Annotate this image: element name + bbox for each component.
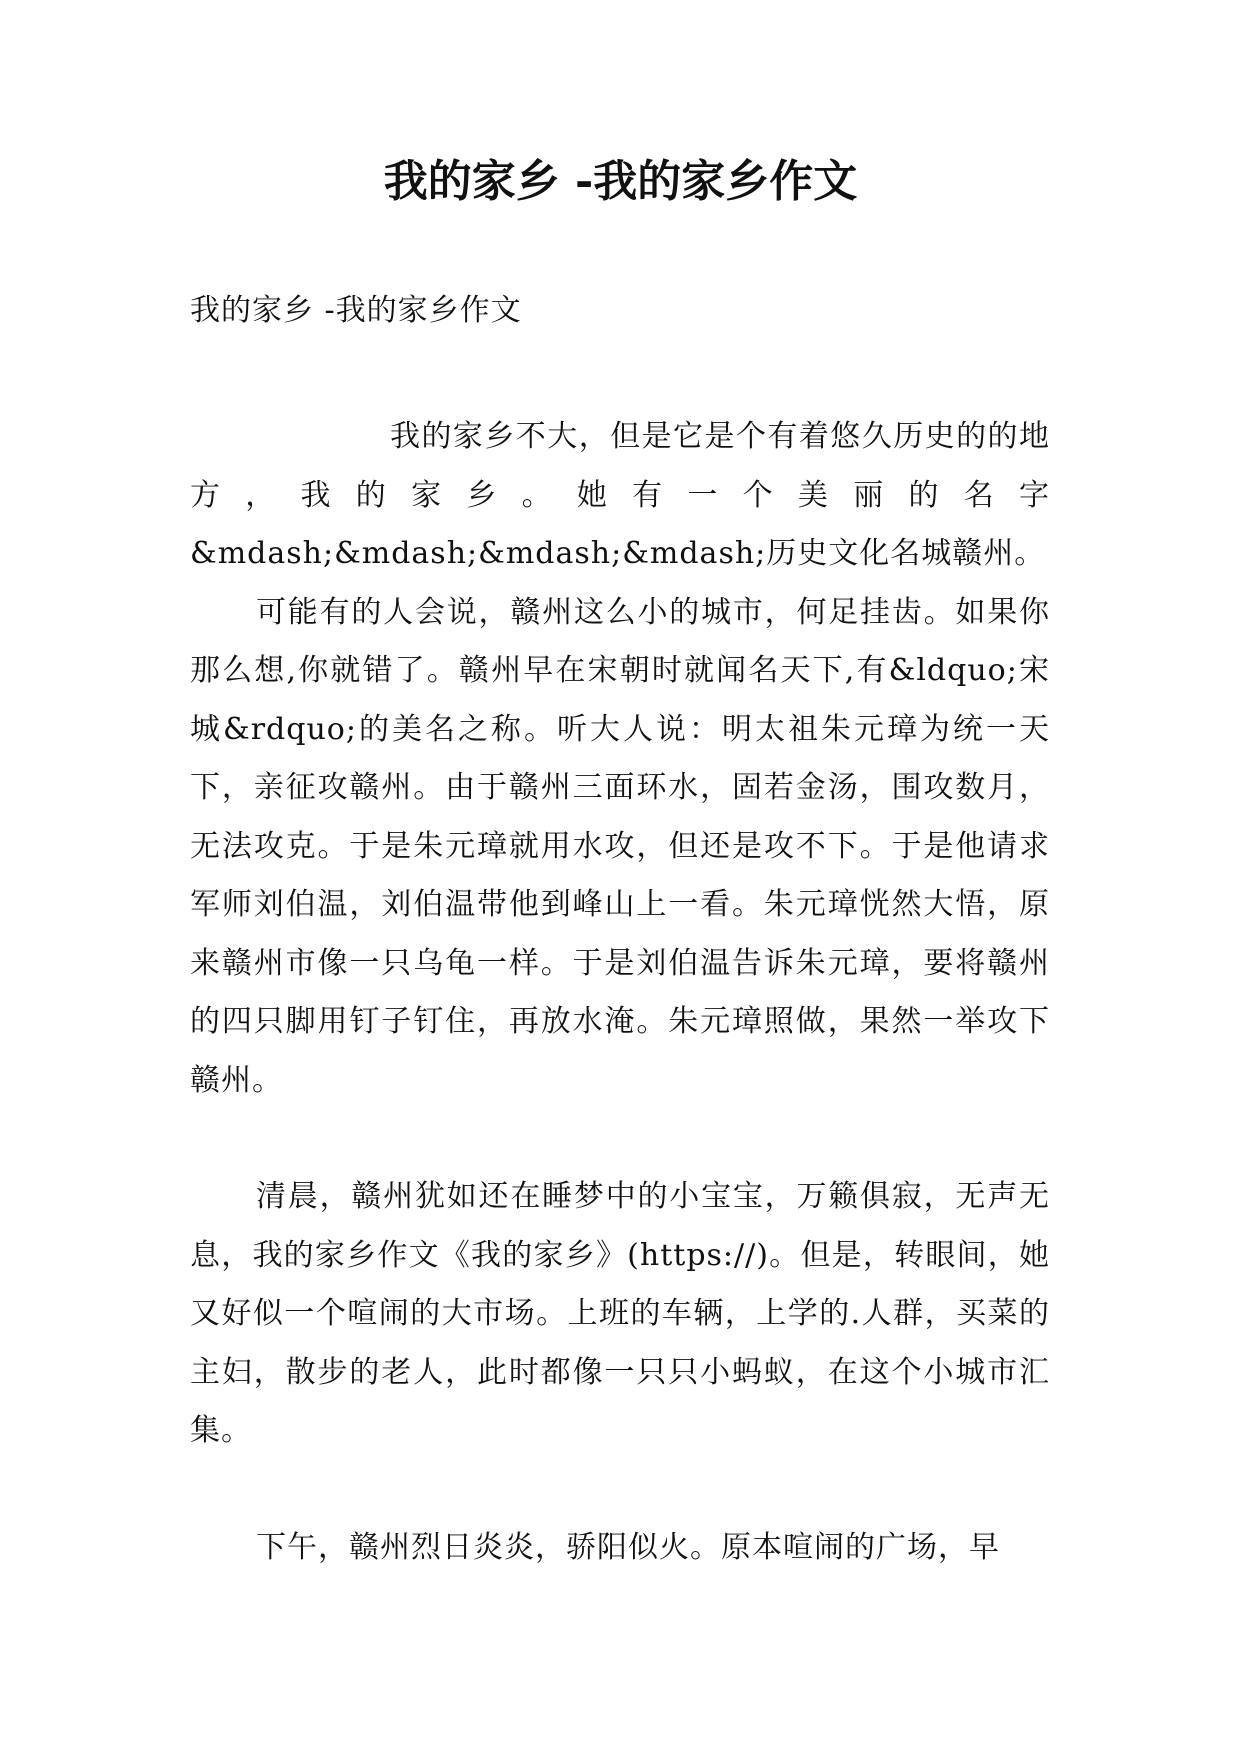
document-body [190, 408, 1050, 1577]
document-subtitle: 我的家乡 -我的家乡作文 [190, 293, 522, 328]
paragraph-history: 可能有的人会说，赣州这么小的城市，何足挂齿。如果你那么想,你就错了。赣州早在宋朝时就闻名天下,有&ldquo;宋城&rdquo;的美名之称。听大人说：明太祖朱元璋为统一天下，亲征攻赣州。由于赣州三面环水，固若金汤，围攻数月，无法攻克。于是朱元璋就用水攻，但还是攻不下。于是他请求军师刘伯温，刘伯温带他到峰山上一看。朱元璋恍然大悟，原来赣州市像一只乌龟一样。于是刘伯温告诉朱元璋，要将赣州的四只脚用钉子钉住，再放水淹。朱元璋照做，果然一举攻下赣州。 [190, 594, 1050, 1098]
document-title: 我的家乡 -我的家乡作文 [383, 156, 858, 207]
paragraph-morning: 清晨，赣州犹如还在睡梦中的小宝宝，万籁俱寂，无声无息，我的家乡作文《我的家乡》(https://)。但是，转眼间，她又好似一个喧闹的大市场。上班的车辆，上学的.人群，买菜的主妇，散步的老人，此时都像一只只小蚂蚁，在这个小城市汇集。 [190, 1179, 1050, 1448]
paragraph-afternoon: 下午，赣州烈日炎炎，骄阳似火。原本喧闹的广场，早 [256, 1529, 1000, 1565]
paragraph-intro: 我的家乡不大，但是它是个有着悠久历史的的地方，我的家乡。她有一个美丽的名字&mdash;&mdash;&mdash;&mdash;历史文化名城赣州。 [190, 419, 1050, 571]
